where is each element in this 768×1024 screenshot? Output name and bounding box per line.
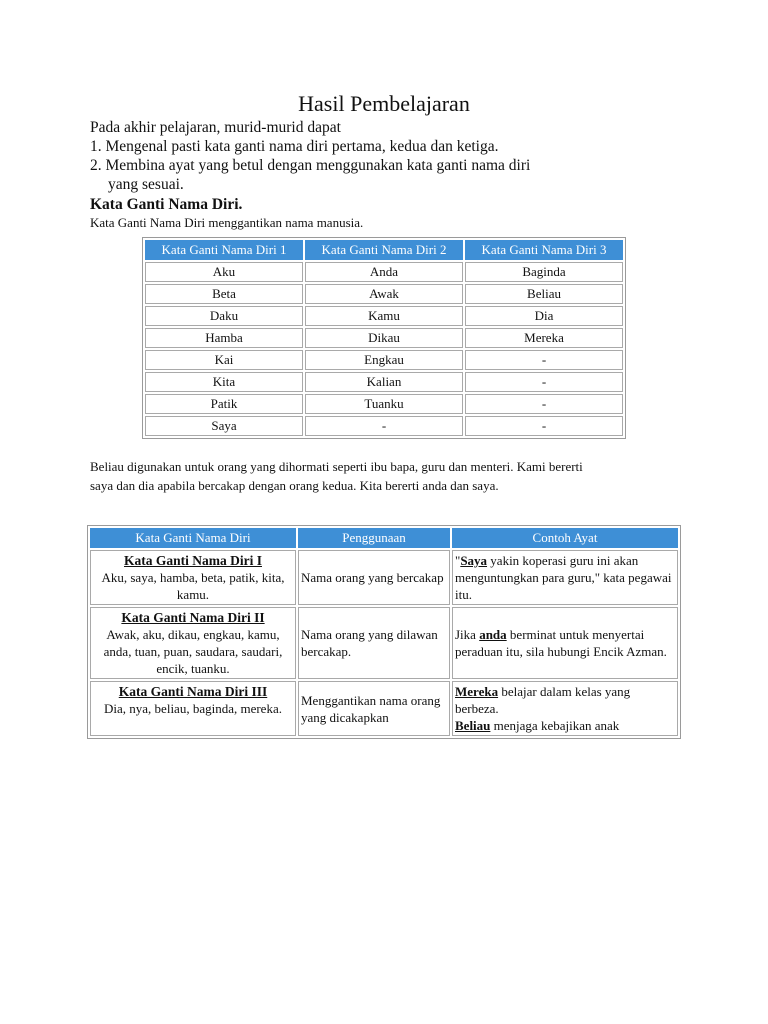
outcome-item-2-continued: yang sesuai. [108, 176, 184, 193]
header-pronoun-type: Kata Ganti Nama Diri [90, 528, 296, 548]
pronoun-table [142, 237, 626, 439]
table-cell: - [465, 350, 623, 370]
table-cell: Anda [305, 262, 463, 282]
table-cell: Hamba [145, 328, 303, 348]
table-cell: Aku [145, 262, 303, 282]
example-cell [452, 681, 678, 736]
table-row [145, 372, 623, 392]
table-cell: Awak [305, 284, 463, 304]
example-keyword: anda [479, 627, 507, 642]
table-cell: Beliau [465, 284, 623, 304]
table-cell: Baginda [465, 262, 623, 282]
table-cell: Dikau [305, 328, 463, 348]
usage-table [87, 525, 681, 739]
table-cell: Daku [145, 306, 303, 326]
usage-paragraph [90, 457, 680, 495]
pronoun-words: Dia, nya, beliau, baginda, mereka. [104, 701, 282, 716]
pronoun-type-title: Kata Ganti Nama Diri I [124, 553, 262, 568]
table-cell: Kai [145, 350, 303, 370]
table-row [145, 416, 623, 436]
example-line [455, 683, 675, 717]
example-keyword: Mereka [455, 684, 499, 699]
table-cell: Kalian [305, 372, 463, 392]
table-cell: Dia [465, 306, 623, 326]
example-text: Jika [455, 627, 480, 642]
paragraph-line: Beliau digunakan untuk orang yang dihormati seperti ibu bapa, guru dan menteri. Kami bererti [90, 459, 583, 474]
pronoun-type-title: Kata Ganti Nama Diri III [118, 684, 268, 699]
usage-cell: Nama orang yang bercakap [298, 550, 450, 605]
table-row [145, 284, 623, 304]
header-second-person: Kata Ganti Nama Diri 2 [305, 240, 463, 260]
table-row [145, 350, 623, 370]
table-cell: - [465, 416, 623, 436]
table-row [90, 607, 678, 679]
table-cell: Mereka [465, 328, 623, 348]
header-first-person: Kata Ganti Nama Diri 1 [145, 240, 303, 260]
pronoun-words: Aku, saya, hamba, beta, patik, kita, kamu. [101, 570, 285, 602]
table-cell: Engkau [305, 350, 463, 370]
table-cell: Saya [145, 416, 303, 436]
example-keyword: Beliau [455, 718, 491, 733]
table-cell: Kita [145, 372, 303, 392]
intro-lead: Pada akhir pelajaran, murid-murid dapat [90, 119, 341, 136]
outcome-item-1: 1. Mengenal pasti kata ganti nama diri pertama, kedua dan ketiga. [90, 138, 499, 155]
page-title: Hasil Pembelajaran [298, 91, 470, 116]
header-third-person: Kata Ganti Nama Diri 3 [465, 240, 623, 260]
pronoun-type-cell [90, 681, 296, 736]
paragraph-line: saya dan dia apabila bercakap dengan orang kedua. Kita bererti anda dan saya. [90, 478, 499, 493]
example-line [455, 717, 675, 734]
section-heading: Kata Ganti Nama Diri. [90, 196, 243, 213]
pronoun-type-cell [90, 607, 296, 679]
table-row [145, 394, 623, 414]
learning-outcomes [90, 118, 530, 194]
table-cell: Tuanku [305, 394, 463, 414]
example-cell [452, 550, 678, 605]
table-cell: - [465, 372, 623, 392]
section-description: Kata Ganti Nama Diri menggantikan nama manusia. [90, 215, 364, 230]
table-row [90, 550, 678, 605]
table-cell: Patik [145, 394, 303, 414]
pronoun-type-title: Kata Ganti Nama Diri II [121, 610, 265, 625]
table-cell: Kamu [305, 306, 463, 326]
header-usage: Penggunaan [298, 528, 450, 548]
example-text: belajar dalam kelas yang berbeza. [455, 684, 631, 716]
example-text: " [455, 553, 461, 568]
table-row [145, 306, 623, 326]
example-text: berminat untuk menyertai peraduan itu, sila hubungi Encik Azman. [455, 627, 667, 659]
table-row [90, 681, 678, 736]
example-keyword: Saya [460, 553, 488, 568]
table-cell: Beta [145, 284, 303, 304]
pronoun-type-cell [90, 550, 296, 605]
header-example: Contoh Ayat [452, 528, 678, 548]
example-text: menjaga kebajikan anak [490, 718, 620, 733]
usage-table-header-row [90, 528, 678, 548]
usage-cell: Menggantikan nama orang yang dicakapkan [298, 681, 450, 736]
table-row [145, 328, 623, 348]
table-row [145, 262, 623, 282]
table-cell: - [465, 394, 623, 414]
table-cell: - [305, 416, 463, 436]
example-cell [452, 607, 678, 679]
pronoun-words: Awak, aku, dikau, engkau, kamu, anda, tuan, puan, saudara, saudari, encik, tuanku. [103, 627, 283, 676]
pronoun-table-header-row [145, 240, 623, 260]
example-text: yakin koperasi guru ini akan menguntungkan para guru," kata pegawai itu. [455, 553, 672, 602]
usage-cell: Nama orang yang dilawan bercakap. [298, 607, 450, 679]
outcome-item-2: 2. Membina ayat yang betul dengan menggunakan kata ganti nama diri [90, 157, 531, 174]
